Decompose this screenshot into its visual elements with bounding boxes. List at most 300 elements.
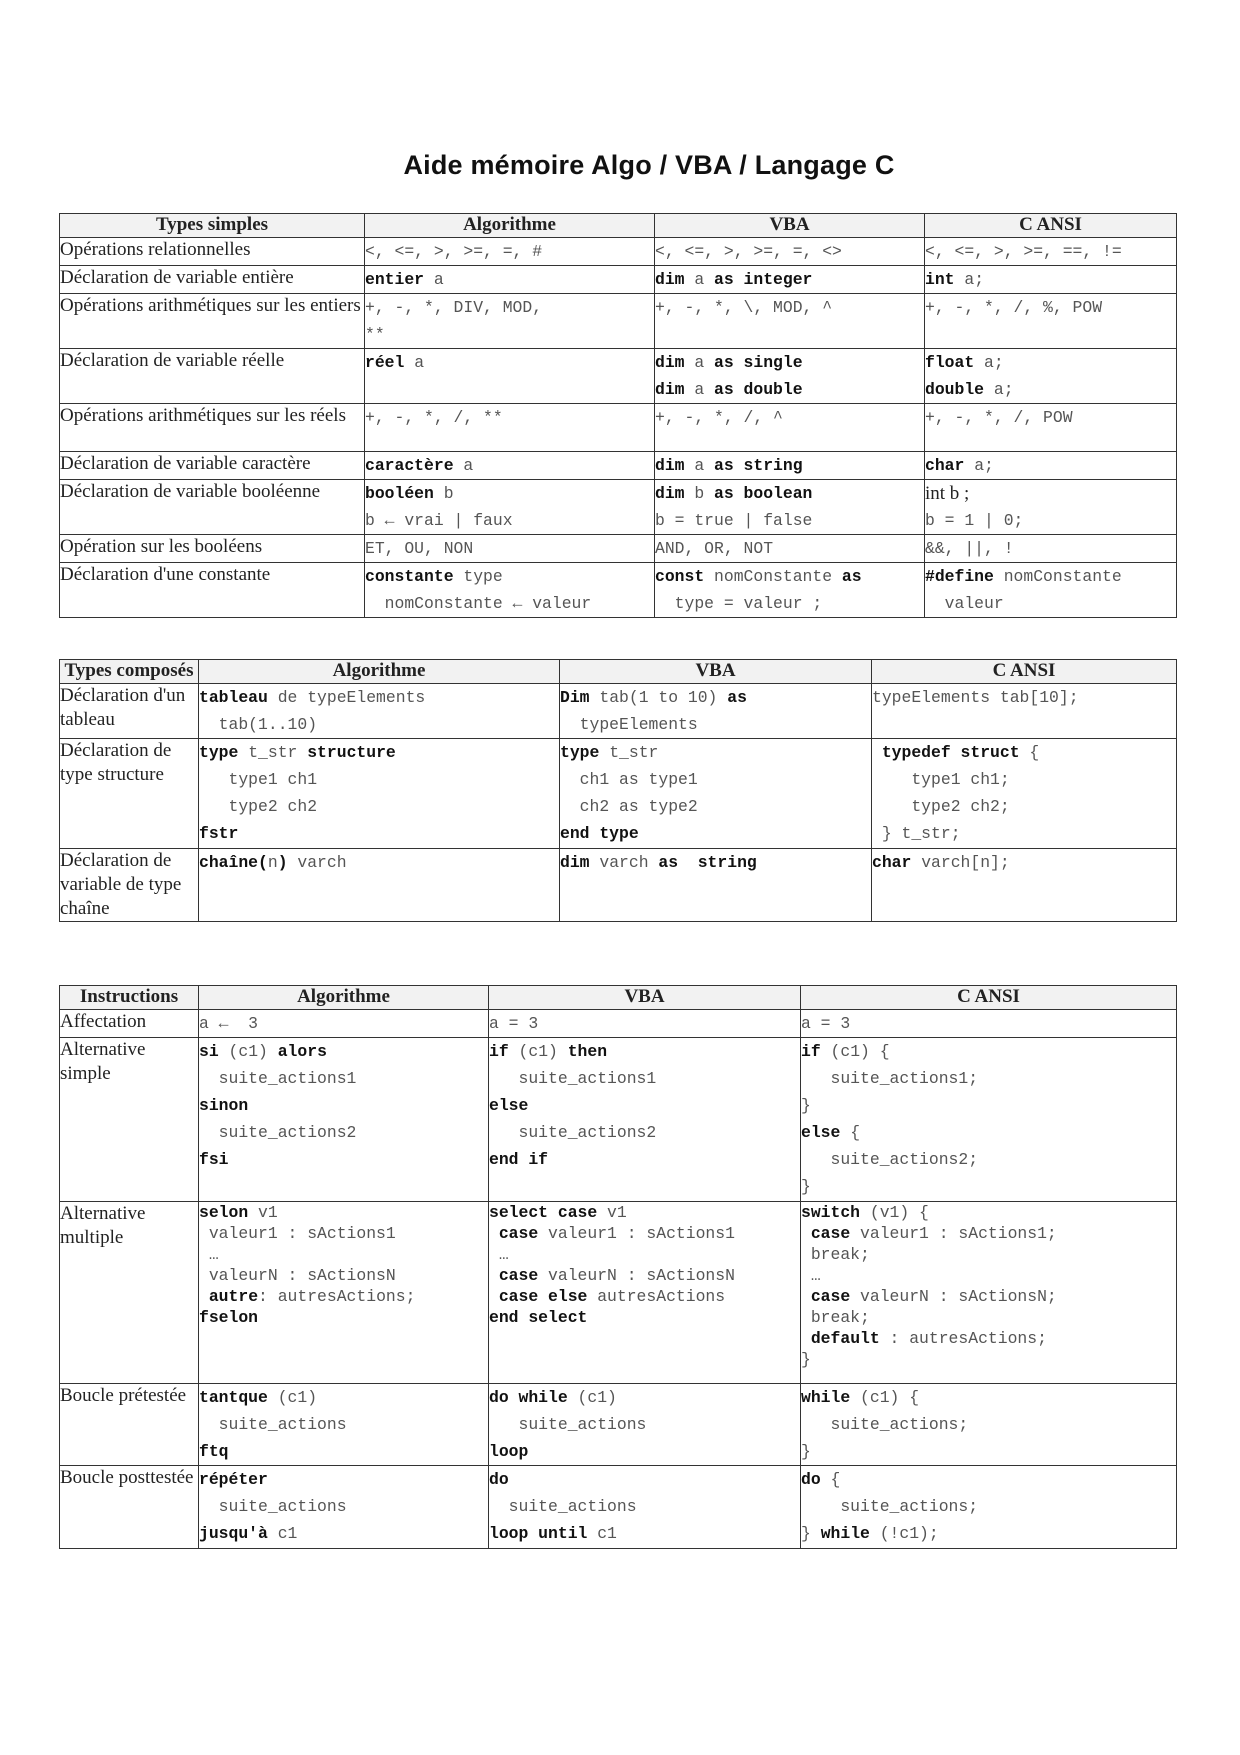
c-code-cell	[925, 349, 1177, 404]
code-line	[199, 711, 559, 738]
instructions-header-row	[60, 986, 1177, 1010]
column-header: Types simples	[60, 214, 365, 238]
code-line	[925, 563, 1176, 590]
code-line	[199, 1244, 488, 1265]
algo-code-cell	[199, 1010, 489, 1038]
keyword: dim	[655, 484, 685, 503]
vba-code-cell	[655, 563, 925, 618]
code-text: } t_str;	[872, 824, 961, 843]
vba-code-cell	[655, 404, 925, 452]
code-line	[925, 266, 1176, 293]
code-line	[655, 563, 924, 590]
keyword: double	[925, 380, 985, 399]
code-line	[199, 1265, 488, 1286]
code-text: <, <=, >, >=, =, <>	[655, 242, 842, 261]
c-code-cell	[801, 1202, 1177, 1384]
code-text: ch1 as type1	[560, 770, 698, 789]
table-row	[60, 1384, 1177, 1466]
code-line	[801, 1092, 1176, 1119]
code-text: a	[684, 456, 715, 475]
code-line	[655, 452, 924, 479]
code-line	[199, 849, 559, 876]
code-text: a	[453, 456, 474, 475]
code-line	[199, 1092, 488, 1119]
code-text: break;	[801, 1308, 870, 1327]
code-text: valeur1 : sActions1;	[850, 1224, 1057, 1243]
keyword: case	[810, 1224, 851, 1243]
keyword: fselon	[199, 1308, 259, 1327]
code-line	[801, 1328, 1176, 1349]
code-line	[199, 1493, 488, 1520]
code-text: type2 ch2	[199, 797, 318, 816]
code-text: …	[801, 1266, 821, 1285]
vba-code-cell	[489, 1038, 801, 1202]
code-line	[199, 1202, 488, 1223]
c-code-cell	[925, 404, 1177, 452]
code-text: …	[489, 1245, 509, 1264]
row-label: Déclaration d'une constante	[60, 563, 365, 618]
code-line	[199, 1466, 488, 1493]
keyword: entier	[365, 270, 425, 289]
page-title: Aide mémoire Algo / VBA / Langage C	[403, 150, 895, 180]
code-text: t_str	[238, 743, 308, 762]
keyword: end type	[560, 824, 639, 843]
code-line	[801, 1265, 1176, 1286]
code-text: a = 3	[489, 1014, 539, 1033]
keyword: then	[567, 1042, 608, 1061]
code-line	[365, 294, 654, 321]
code-line	[365, 507, 654, 534]
code-text: type = valeur ;	[655, 594, 823, 613]
code-line	[801, 1173, 1176, 1200]
code-text: t_str	[599, 743, 659, 762]
algo-code-cell	[365, 535, 655, 563]
keyword: while	[801, 1388, 851, 1407]
code-text: a;	[954, 270, 985, 289]
code-text: autresActions	[587, 1287, 726, 1306]
table-row	[60, 1038, 1177, 1202]
code-line	[801, 1438, 1176, 1465]
c-code-cell	[801, 1384, 1177, 1466]
code-text: a;	[964, 456, 994, 475]
row-label: Déclaration de type structure	[60, 739, 199, 849]
code-line	[801, 1493, 1176, 1520]
code-text: a ← 3	[199, 1014, 259, 1033]
code-text: n	[267, 853, 278, 872]
code-text: break;	[801, 1245, 870, 1264]
code-line	[199, 1119, 488, 1146]
code-line	[801, 1286, 1176, 1307]
keyword: select case	[489, 1203, 598, 1222]
column-header: Algorithme	[199, 986, 489, 1010]
code-line	[489, 1038, 800, 1065]
code-text: AND, OR, NOT	[655, 539, 774, 558]
algo-code-cell	[365, 349, 655, 404]
code-text: a	[684, 380, 715, 399]
keyword: switch	[801, 1203, 861, 1222]
keyword: selon	[199, 1203, 249, 1222]
code-text: type	[453, 567, 503, 586]
code-line	[199, 684, 559, 711]
code-text: (c1)	[267, 1388, 318, 1407]
code-line	[801, 1038, 1176, 1065]
keyword: while	[820, 1524, 870, 1543]
keyword: répéter	[199, 1470, 268, 1489]
keyword: else	[801, 1123, 841, 1142]
code-line	[801, 1202, 1176, 1223]
code-line	[655, 535, 924, 562]
row-label: Déclaration de variable de type chaîne	[60, 849, 199, 922]
code-text: suite_actions2;	[801, 1150, 979, 1169]
vba-code-cell	[489, 1466, 801, 1549]
keyword: dim	[560, 853, 590, 872]
code-text: suite_actions;	[801, 1497, 979, 1516]
table-row	[60, 238, 1177, 266]
code-line	[655, 590, 924, 617]
keyword: dim	[655, 353, 685, 372]
algo-code-cell	[365, 266, 655, 294]
c-code-cell	[925, 452, 1177, 480]
vba-code-cell	[655, 266, 925, 294]
keyword: tableau	[199, 688, 268, 707]
code-line	[925, 404, 1176, 431]
algo-code-cell	[365, 238, 655, 266]
column-header: C ANSI	[925, 214, 1177, 238]
keyword: dim	[655, 380, 685, 399]
code-line	[655, 480, 924, 507]
code-text: typeElements tab[10];	[872, 688, 1079, 707]
code-line	[801, 1384, 1176, 1411]
code-line	[801, 1010, 1176, 1037]
row-label: Déclaration d'un tableau	[60, 684, 199, 739]
code-line	[489, 1411, 800, 1438]
code-line	[872, 684, 1176, 711]
code-line	[489, 1307, 800, 1328]
code-line	[489, 1493, 800, 1520]
code-line	[365, 480, 654, 507]
code-line	[199, 1065, 488, 1092]
code-text: }	[801, 1442, 811, 1461]
code-text: (c1)	[218, 1042, 278, 1061]
code-line	[801, 1223, 1176, 1244]
c-code-cell	[872, 684, 1177, 739]
code-text: tab(1 to 10)	[589, 688, 728, 707]
table-row	[60, 294, 1177, 349]
code-text: ET, OU, NON	[365, 539, 474, 558]
code-text: typeElements	[560, 715, 698, 734]
code-line	[199, 820, 559, 847]
code-text: c1	[587, 1524, 617, 1543]
c-code-cell	[872, 849, 1177, 922]
code-text: valeur	[925, 594, 1004, 613]
code-line	[655, 349, 924, 376]
row-label: Déclaration de variable booléenne	[60, 480, 365, 535]
table-row	[60, 535, 1177, 563]
code-line	[199, 1520, 488, 1547]
code-text: nomConstante	[993, 567, 1122, 586]
vba-code-cell	[560, 684, 872, 739]
code-line	[655, 238, 924, 265]
row-label: Boucle prétestée	[60, 1384, 199, 1466]
row-label: Opération sur les booléens	[60, 535, 365, 563]
code-line	[560, 793, 871, 820]
keyword: case	[498, 1266, 539, 1285]
keyword: dim	[655, 456, 685, 475]
row-label: Opérations relationnelles	[60, 238, 365, 266]
code-text: c1	[267, 1524, 298, 1543]
code-text: valeur1 : sActions1	[538, 1224, 735, 1243]
code-line	[872, 793, 1176, 820]
keyword: autre	[208, 1287, 259, 1306]
keyword: do while	[489, 1388, 568, 1407]
code-text: b	[433, 484, 454, 503]
code-text: }	[801, 1350, 811, 1369]
code-line	[560, 739, 871, 766]
keyword: do	[801, 1470, 821, 1489]
keyword: as string	[658, 853, 757, 872]
code-text: <, <=, >, >=, ==, !=	[925, 242, 1122, 261]
code-line	[560, 820, 871, 847]
code-line	[199, 739, 559, 766]
code-line	[489, 1119, 800, 1146]
code-text: b = true | false	[655, 511, 813, 530]
table-row	[60, 404, 1177, 452]
code-text: varch[n];	[911, 853, 1010, 872]
code-line	[199, 1307, 488, 1328]
code-text: type2 ch2;	[872, 797, 1010, 816]
code-line	[801, 1466, 1176, 1493]
keyword: fsi	[199, 1150, 229, 1169]
vba-code-cell	[655, 238, 925, 266]
keyword: tantque	[199, 1388, 268, 1407]
code-line	[801, 1411, 1176, 1438]
row-label: Opérations arithmétiques sur les réels	[60, 404, 365, 452]
keyword: loop	[489, 1442, 529, 1461]
code-text: <, <=, >, >=, =, #	[365, 242, 543, 261]
code-text: nomConstante ← valeur	[365, 594, 592, 613]
code-line	[801, 1146, 1176, 1173]
keyword: booléen	[365, 484, 434, 503]
row-label: Déclaration de variable entière	[60, 266, 365, 294]
table-row	[60, 452, 1177, 480]
keyword: float	[925, 353, 975, 372]
vba-code-cell	[489, 1202, 801, 1384]
column-header: C ANSI	[872, 660, 1177, 684]
code-text: b	[684, 484, 715, 503]
code-text: b ← vrai | faux	[365, 511, 513, 530]
code-text: suite_actions1	[489, 1069, 657, 1088]
code-text: b = 1 | 0;	[925, 511, 1024, 530]
table-row	[60, 684, 1177, 739]
keyword: dim	[655, 270, 685, 289]
column-header: Algorithme	[199, 660, 560, 684]
code-text: a;	[974, 353, 1004, 372]
keyword: #define	[925, 567, 994, 586]
code-line	[199, 1146, 488, 1173]
code-line	[199, 766, 559, 793]
keyword: as	[727, 688, 747, 707]
algo-code-cell	[199, 849, 560, 922]
code-text: : autresActions;	[258, 1287, 416, 1306]
column-header: Algorithme	[365, 214, 655, 238]
code-line	[489, 1065, 800, 1092]
keyword: int	[925, 270, 955, 289]
vba-code-cell	[560, 849, 872, 922]
keyword: sinon	[199, 1096, 249, 1115]
keyword: as double	[714, 380, 803, 399]
code-text: suite_actions;	[801, 1415, 969, 1434]
code-text: ch2 as type2	[560, 797, 698, 816]
code-line	[872, 766, 1176, 793]
keyword: ftq	[199, 1442, 229, 1461]
c-code-cell	[925, 266, 1177, 294]
code-text: (c1)	[567, 1388, 617, 1407]
code-text: type1 ch1;	[872, 770, 1010, 789]
row-label: Opérations arithmétiques sur les entiers	[60, 294, 365, 349]
code-line	[199, 1438, 488, 1465]
code-line	[489, 1286, 800, 1307]
code-text: (v1) {	[860, 1203, 929, 1222]
vba-code-cell	[489, 1384, 801, 1466]
table-row	[60, 563, 1177, 618]
c-code-cell	[801, 1466, 1177, 1549]
code-text: {	[820, 1470, 841, 1489]
table-row	[60, 739, 1177, 849]
code-line	[489, 1438, 800, 1465]
code-line	[489, 1146, 800, 1173]
code-text	[489, 1287, 499, 1306]
keyword: default	[810, 1329, 880, 1348]
vba-code-cell	[655, 294, 925, 349]
column-header: VBA	[489, 986, 801, 1010]
vba-code-cell	[655, 349, 925, 404]
code-line	[489, 1223, 800, 1244]
algo-code-cell	[365, 452, 655, 480]
code-text: varch	[287, 853, 347, 872]
algo-code-cell	[199, 739, 560, 849]
vba-code-cell	[489, 1010, 801, 1038]
algo-code-cell	[365, 480, 655, 535]
simple-header-row	[60, 214, 1177, 238]
code-text: a	[404, 353, 425, 372]
vba-code-cell	[655, 480, 925, 535]
c-code-cell	[925, 563, 1177, 618]
code-text: suite_actions	[489, 1415, 647, 1434]
code-text: a	[424, 270, 444, 289]
table-row	[60, 349, 1177, 404]
code-line	[872, 820, 1176, 847]
keyword: loop until	[489, 1524, 588, 1543]
table-row	[60, 1466, 1177, 1549]
code-text: &&, ||, !	[925, 539, 1014, 558]
algo-code-cell	[199, 1466, 489, 1549]
code-text	[801, 1329, 811, 1348]
code-line	[925, 480, 1176, 507]
code-text: a = 3	[801, 1014, 851, 1033]
code-text: }	[801, 1524, 821, 1543]
code-text: +, -, *, /, ^	[655, 408, 783, 427]
code-line	[560, 711, 871, 738]
simple-types-table	[59, 213, 1177, 618]
code-line	[199, 1384, 488, 1411]
keyword: Dim	[560, 688, 590, 707]
code-line	[925, 507, 1176, 534]
code-line	[801, 1349, 1176, 1370]
algo-code-cell	[199, 684, 560, 739]
keyword: case	[498, 1224, 539, 1243]
keyword: case else	[498, 1287, 588, 1306]
code-line	[560, 766, 871, 793]
code-line	[489, 1265, 800, 1286]
instructions-table	[59, 985, 1177, 1549]
row-label: Déclaration de variable caractère	[60, 452, 365, 480]
code-line	[925, 590, 1176, 617]
keyword: fstr	[199, 824, 239, 843]
keyword: if	[489, 1042, 509, 1061]
code-text: a;	[984, 380, 1014, 399]
algo-code-cell	[199, 1202, 489, 1384]
row-label: Alternative multiple	[60, 1202, 199, 1384]
keyword: typedef struct	[872, 743, 1020, 762]
code-line	[801, 1520, 1176, 1547]
keyword: char	[872, 853, 912, 872]
code-text: a	[684, 270, 715, 289]
keyword: end select	[489, 1308, 588, 1327]
keyword: case	[810, 1287, 851, 1306]
code-line	[365, 404, 654, 431]
code-line	[925, 535, 1176, 562]
composite-types-table	[59, 659, 1177, 922]
code-text: v1	[248, 1203, 278, 1222]
code-text: **	[365, 325, 385, 344]
code-text: suite_actions1;	[801, 1069, 979, 1088]
code-text: +, -, *, DIV, MOD,	[365, 298, 543, 317]
table-row	[60, 480, 1177, 535]
code-line	[801, 1119, 1176, 1146]
code-line	[489, 1244, 800, 1265]
code-line	[199, 1038, 488, 1065]
algo-code-cell	[365, 563, 655, 618]
row-label: Affectation	[60, 1010, 199, 1038]
code-text: …	[199, 1245, 219, 1264]
code-text: varch	[589, 853, 659, 872]
code-text: }	[801, 1096, 811, 1115]
code-line	[489, 1466, 800, 1493]
keyword: caractère	[365, 456, 454, 475]
keyword: si	[199, 1042, 219, 1061]
code-line	[655, 507, 924, 534]
composite-header-row	[60, 660, 1177, 684]
code-line	[489, 1092, 800, 1119]
code-line	[365, 452, 654, 479]
code-line	[365, 535, 654, 562]
algo-code-cell	[199, 1038, 489, 1202]
code-text	[489, 1266, 499, 1285]
c-code-cell	[801, 1010, 1177, 1038]
code-line	[365, 321, 654, 348]
column-header: VBA	[560, 660, 872, 684]
keyword: char	[925, 456, 965, 475]
code-line	[489, 1520, 800, 1547]
keyword: alors	[277, 1042, 327, 1061]
table-row	[60, 1010, 1177, 1038]
keyword: as single	[714, 353, 803, 372]
vba-code-cell	[655, 535, 925, 563]
code-text: (!c1);	[869, 1524, 939, 1543]
keyword: do	[489, 1470, 509, 1489]
code-line	[655, 266, 924, 293]
code-text: suite_actions	[199, 1497, 347, 1516]
